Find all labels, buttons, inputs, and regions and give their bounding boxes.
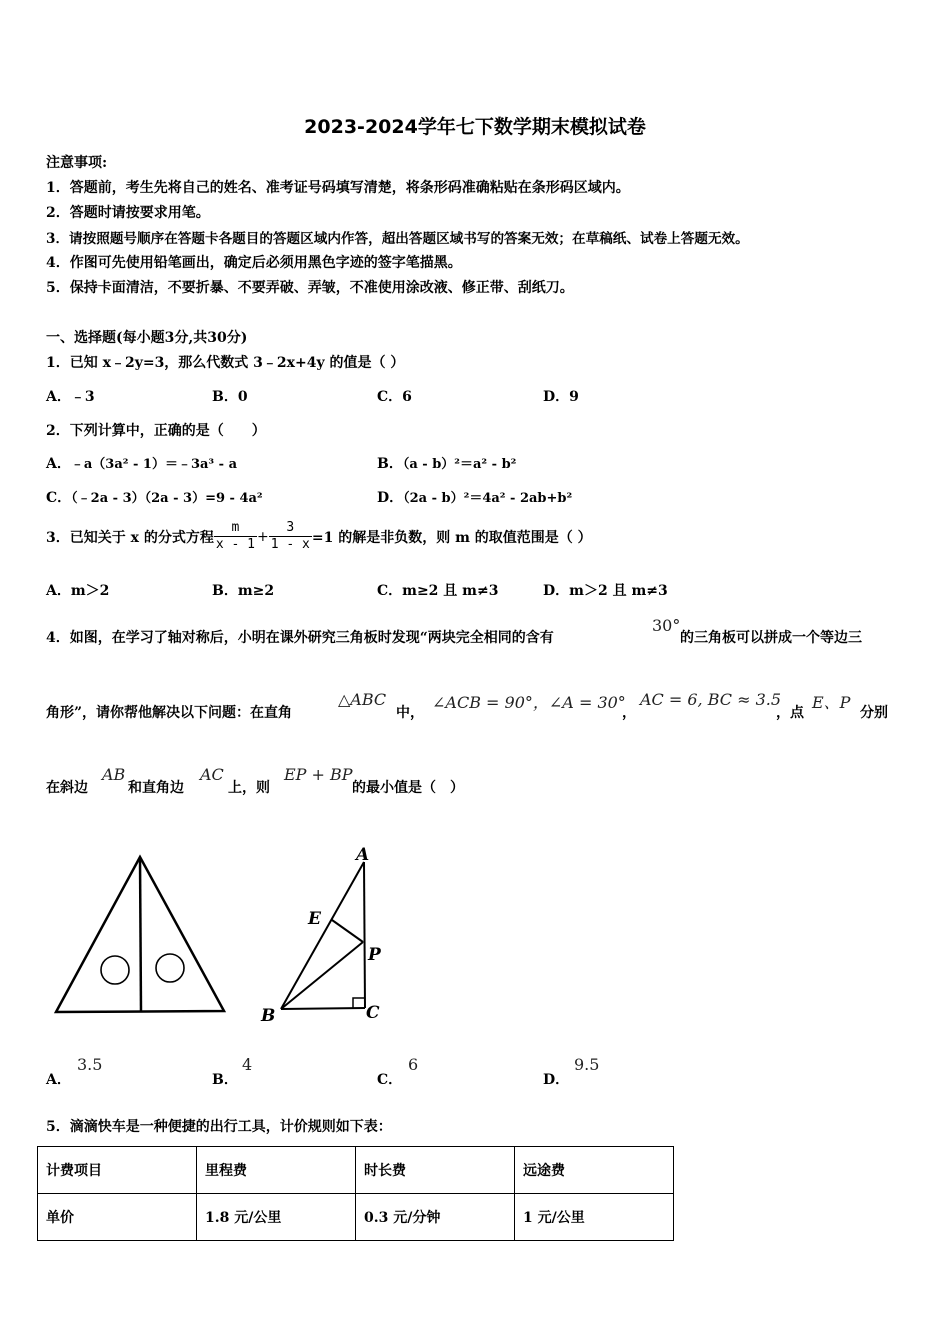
segment-ep xyxy=(332,920,363,942)
q4-angle-30: 30° xyxy=(652,616,681,635)
right-hole-circle xyxy=(156,954,184,982)
q1-stem: 1．已知 x﹣2y=3，那么代数式 3﹣2x+4y 的值是（ ） xyxy=(46,355,405,371)
notice-item: 2．答题时请按要求用笔。 xyxy=(46,205,210,221)
section-heading: 一、选择题(每小题3分,共30分) xyxy=(46,330,248,346)
q4-option-b-label: B． xyxy=(212,1072,238,1088)
q4-comma: ， xyxy=(622,705,636,721)
q3-fraction-1 xyxy=(214,520,257,553)
q1-option-b: B．0 xyxy=(212,389,248,405)
table-cell: 单价 xyxy=(38,1194,197,1241)
q4-line3c: 上，则 xyxy=(228,780,270,796)
q2-option-d-text: （2a - b）²＝4a² - 2ab+b² xyxy=(403,491,573,506)
q4-option-d-label: D． xyxy=(543,1072,570,1088)
q2-stem: 2．下列计算中，正确的是（ ） xyxy=(46,423,266,439)
q2-option-c-text: （﹣2a - 3）（2a - 3）=9 - 4a² xyxy=(71,491,263,506)
q4-option-c-label: C． xyxy=(377,1072,403,1088)
q4-condition-angles: ∠ACB = 90°，∠A = 30° xyxy=(432,693,626,712)
q4-ac: AC xyxy=(200,765,224,784)
table-header-cell: 时长费 xyxy=(356,1147,515,1194)
label-b: B xyxy=(261,1006,276,1026)
q2-option-b xyxy=(377,453,516,473)
q3-frac1-den: x - 1 xyxy=(215,537,255,552)
notice-heading: 注意事项: xyxy=(46,155,108,171)
label-p: P xyxy=(368,945,381,965)
set-squares-figure xyxy=(50,850,230,1020)
q4-option-d-value: 9.5 xyxy=(574,1055,600,1074)
q4-triangle: △ABC xyxy=(338,690,387,709)
q4-option-a-value: 3.5 xyxy=(77,1055,103,1074)
q4-option-c-value: 6 xyxy=(408,1055,419,1074)
page-title: 2023-2024学年七下数学期末模拟试卷 xyxy=(304,116,646,138)
q2-option-a xyxy=(46,453,237,473)
q4-option-b-value: 4 xyxy=(242,1055,253,1074)
q4-line3b: 和直角边 xyxy=(128,780,184,796)
notice-item: 4．作图可先使用铅笔画出，确定后必须用黑色字迹的签字笔描黑。 xyxy=(46,255,462,271)
label-c: C xyxy=(366,1003,380,1023)
q4-line2d: 分别 xyxy=(860,705,888,721)
q1-option-d: D．9 xyxy=(543,389,579,405)
q3-plus: + xyxy=(256,528,269,545)
segment-bp xyxy=(281,942,363,1009)
q3-option-c: C．m≥2 且 m≠3 xyxy=(377,583,499,599)
q4-ab: AB xyxy=(102,765,126,784)
q1-option-c: C．6 xyxy=(377,389,412,405)
q1-option-a: A．﹣3 xyxy=(46,389,95,405)
q4-line2a: 角形”，请你帮他解决以下问题：在直角 xyxy=(46,705,293,721)
q2-option-c xyxy=(46,487,263,507)
label-e: E xyxy=(308,909,321,929)
right-angle-mark xyxy=(353,998,364,1008)
divider-line xyxy=(140,857,141,1012)
q3-frac2-den: 1 - x xyxy=(270,537,310,552)
left-hole-circle xyxy=(101,956,129,984)
q2-option-b-label: B． xyxy=(377,456,403,472)
q2-option-a-label: A． xyxy=(46,456,71,472)
q3-suffix: =1 的解是非负数，则 m 的取值范围是（ ） xyxy=(311,529,592,546)
q3-frac1-num: m xyxy=(214,520,257,537)
table-header-cell: 计费项目 xyxy=(38,1147,197,1194)
q3-frac2-num: 3 xyxy=(269,520,312,537)
q4-line1a: 4．如图，在学习了轴对称后，小明在课外研究三角板时发现“两块完全相同的含有 xyxy=(46,630,554,646)
side-bc xyxy=(281,1008,365,1009)
table-cell: 1 元/公里 xyxy=(515,1194,674,1241)
q2-option-a-text: ﹣a（3a² - 1）＝﹣3a³ - a xyxy=(70,457,237,472)
q4-option-a-label: A． xyxy=(46,1072,71,1088)
notice-item: 1．答题前，考生先将自己的姓名、准考证号码填写清楚，将条形码准确粘贴在条形码区域内。 xyxy=(46,180,630,196)
table-header-row xyxy=(38,1147,674,1194)
notice-item: 5．保持卡面清洁，不要折暴、不要弄破、弄皱，不准使用涂改液、修正带、刮纸刀。 xyxy=(46,280,574,296)
q3-option-d: D．m＞2 且 m≠3 xyxy=(543,583,668,599)
q3-stem xyxy=(46,520,592,553)
side-ab xyxy=(281,862,364,1009)
q3-fraction-2 xyxy=(269,520,312,553)
q4-points: E、P xyxy=(812,693,851,712)
q3-option-b: B．m≥2 xyxy=(212,583,275,599)
q4-line3d: 的最小值是（ ） xyxy=(352,780,464,796)
table-row xyxy=(38,1194,674,1241)
q4-line3a: 在斜边 xyxy=(46,780,88,796)
q4-line2b: 中， xyxy=(396,705,424,721)
pricing-table xyxy=(37,1146,674,1241)
table-header-cell: 里程费 xyxy=(197,1147,356,1194)
notice-item: 3．请按照题号顺序在答题卡各题目的答题区域内作答，超出答题区域书写的答案无效；在草稿纸、试卷上答题无效。 xyxy=(46,231,749,247)
q2-option-b-text: （a - b）²＝a² - b² xyxy=(402,457,517,472)
q4-line2c: ，点 xyxy=(776,705,804,721)
q2-option-d xyxy=(377,487,572,507)
side-ac xyxy=(364,862,365,1008)
table-cell: 0.3 元/分钟 xyxy=(356,1194,515,1241)
q4-condition-sides: AC = 6, BC ≈ 3.5 xyxy=(640,690,782,709)
q4-line1b: 的三角板可以拼成一个等边三 xyxy=(680,630,862,646)
q3-prefix: 3．已知关于 x 的分式方程 xyxy=(46,529,214,546)
table-cell: 1.8 元/公里 xyxy=(197,1194,356,1241)
q3-option-a: A．m＞2 xyxy=(46,583,110,599)
q4-expression: EP + BP xyxy=(284,765,353,784)
q2-option-c-label: C． xyxy=(46,490,72,506)
q5-stem: 5．滴滴快车是一种便捷的出行工具，计价规则如下表： xyxy=(46,1119,392,1135)
triangle-abc-figure xyxy=(255,840,395,1030)
q2-option-d-label: D． xyxy=(377,490,404,506)
label-a: A xyxy=(356,845,370,865)
table-header-cell: 远途费 xyxy=(515,1147,674,1194)
